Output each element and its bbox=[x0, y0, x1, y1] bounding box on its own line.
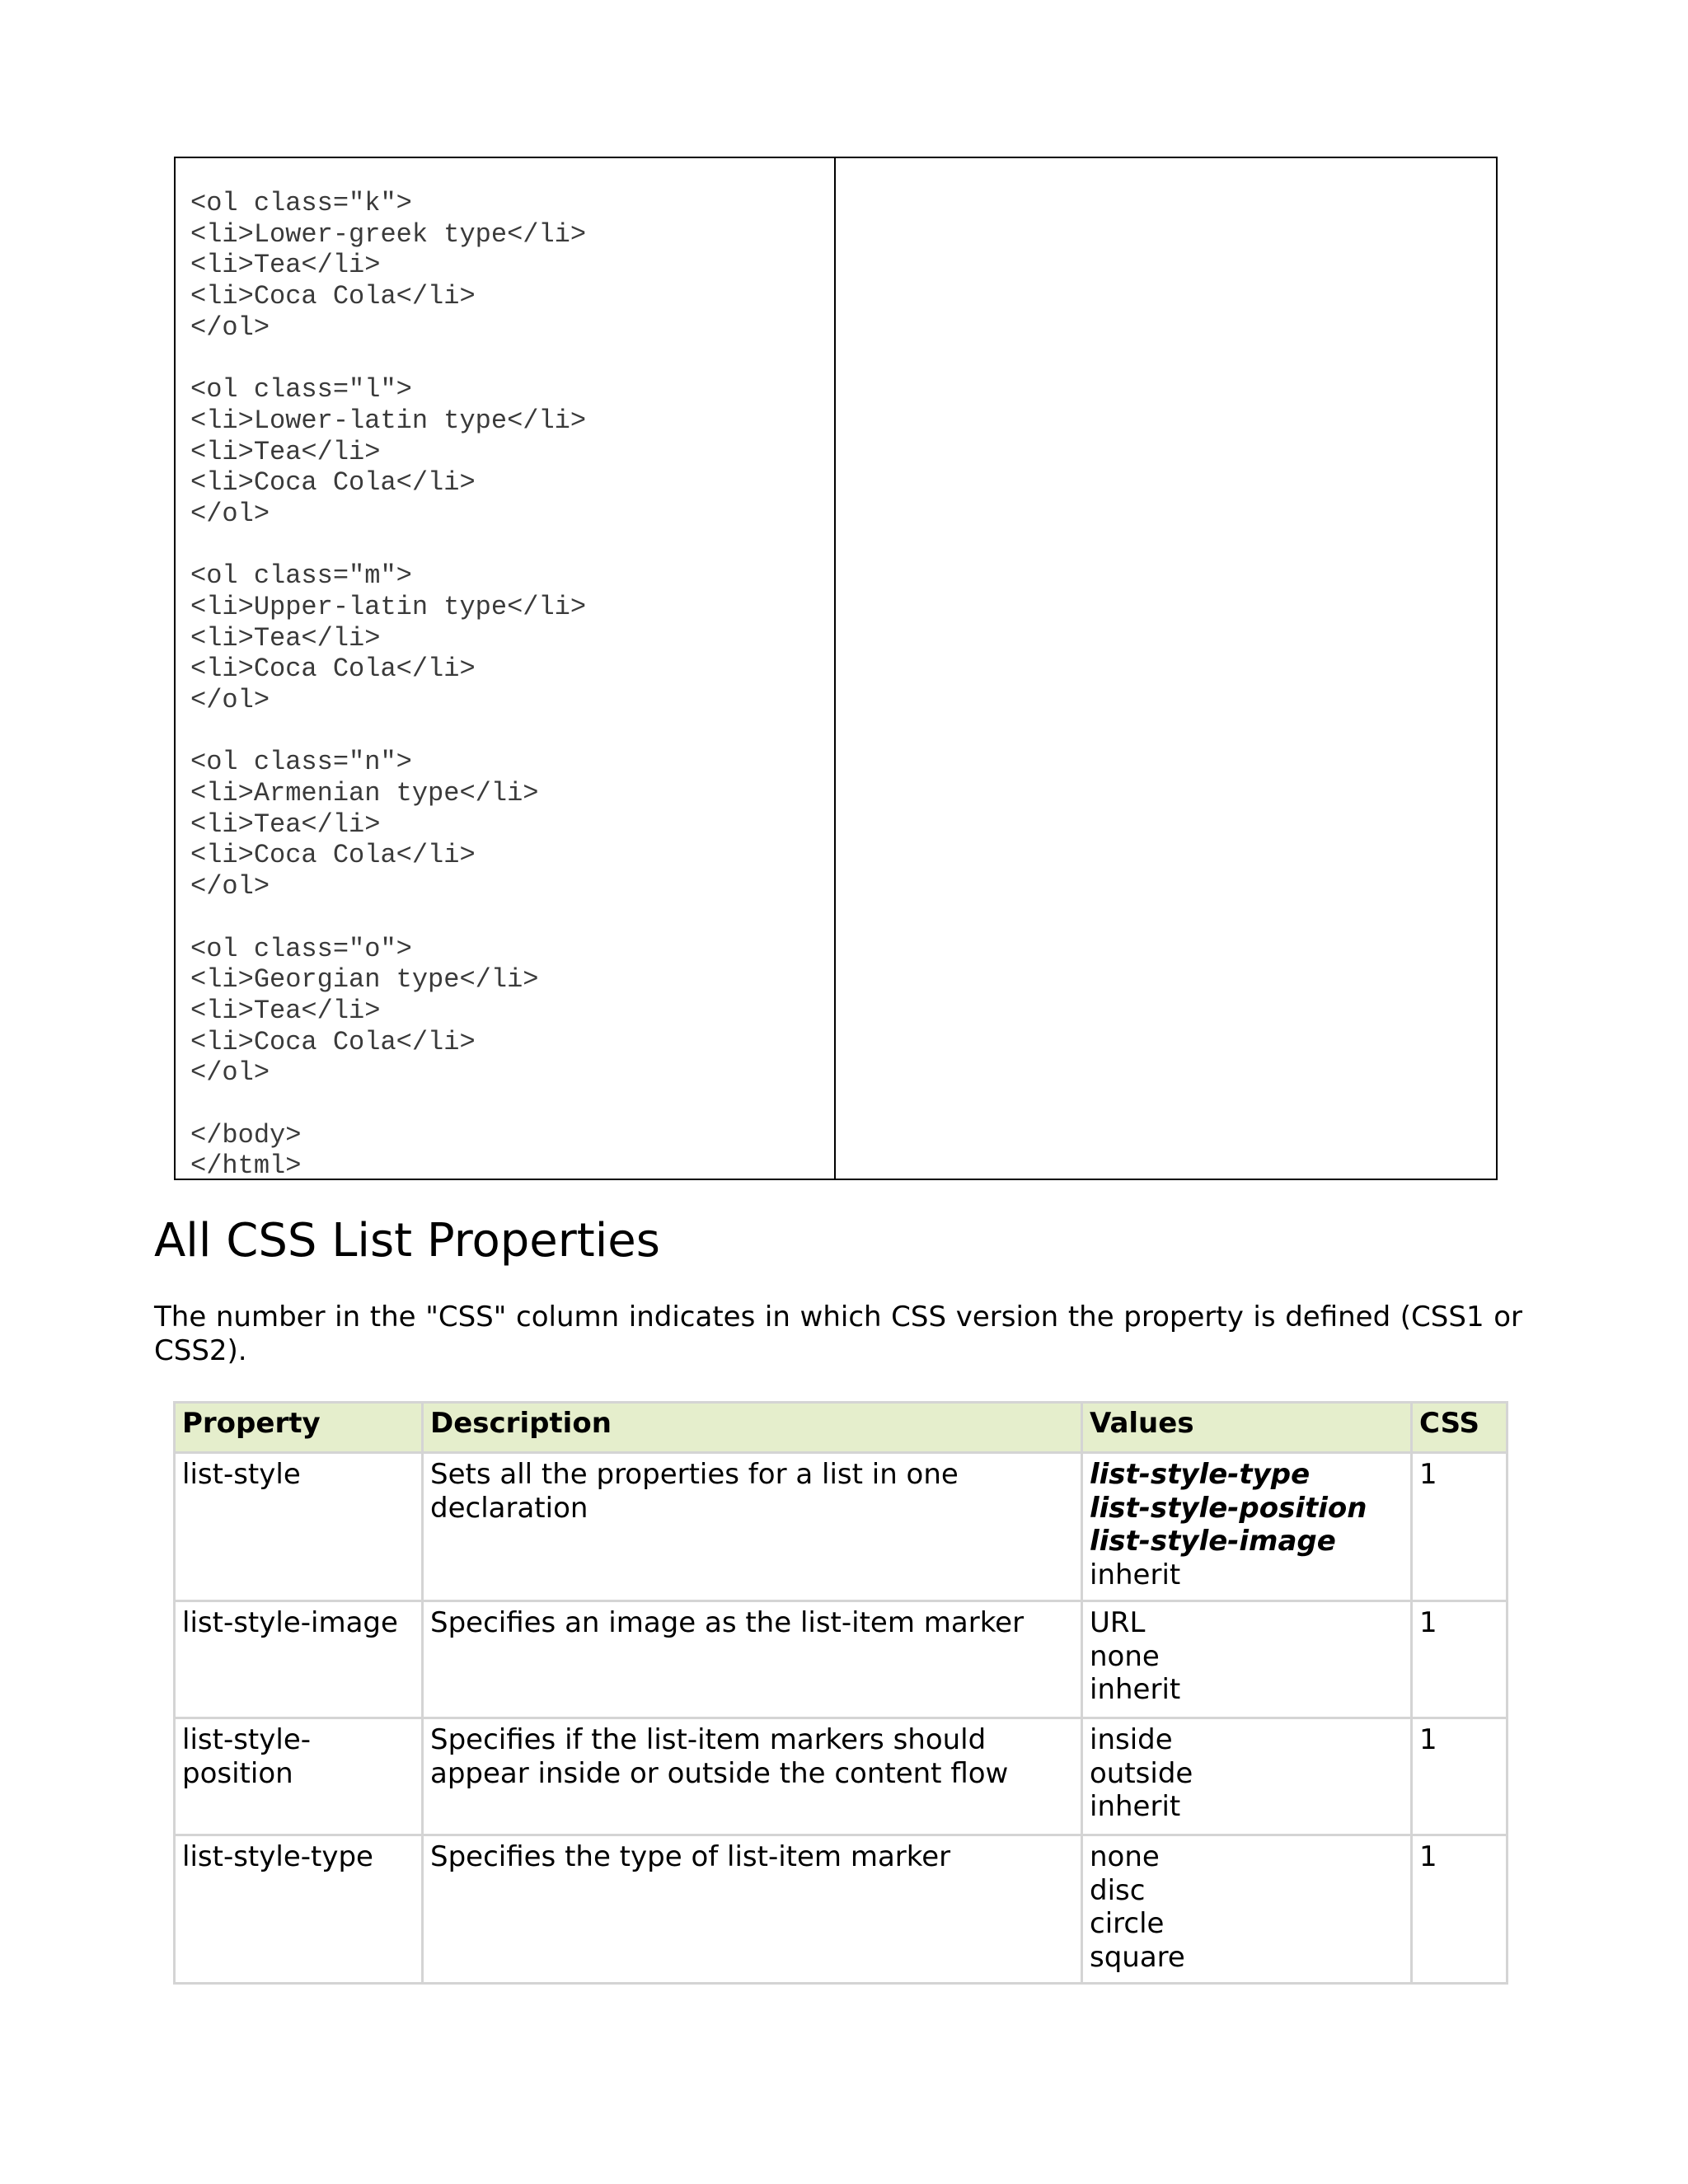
values-cell bbox=[1082, 1453, 1412, 1601]
example-box bbox=[174, 157, 1498, 1180]
css-version-cell: 1 bbox=[1412, 1718, 1507, 1835]
property-cell: list-style-position bbox=[175, 1718, 423, 1835]
header-description: Description bbox=[423, 1403, 1082, 1453]
header-css: CSS bbox=[1412, 1403, 1507, 1453]
code-line: <li>Armenian type</li> bbox=[190, 778, 539, 809]
table-row bbox=[175, 1453, 1507, 1601]
code-line bbox=[190, 902, 834, 934]
properties-table bbox=[173, 1401, 1508, 1985]
value-item: disc bbox=[1090, 1873, 1146, 1907]
property-cell: list-style-image bbox=[175, 1601, 423, 1718]
code-line: <li>Tea</li> bbox=[190, 808, 381, 840]
code-line: </ol> bbox=[190, 685, 270, 715]
code-line: <ol class="l"> bbox=[190, 374, 412, 405]
value-item: list-style-position bbox=[1090, 1491, 1367, 1525]
code-line: </ol> bbox=[190, 871, 270, 902]
value-item: inherit bbox=[1090, 1673, 1181, 1706]
header-values: Values bbox=[1082, 1403, 1412, 1453]
description-cell: Specifies an image as the list-item marker bbox=[423, 1601, 1082, 1718]
value-item: inherit bbox=[1090, 1558, 1181, 1591]
values-cell bbox=[1082, 1601, 1412, 1718]
code-line: <ol class="n"> bbox=[190, 747, 412, 778]
code-line: </ol> bbox=[190, 1057, 270, 1089]
values-cell bbox=[1082, 1835, 1412, 1984]
value-item: circle bbox=[1090, 1907, 1165, 1940]
description-cell: Specifies if the list-item markers should appear inside or outside the content flow bbox=[423, 1718, 1082, 1835]
code-line: </ol> bbox=[190, 312, 270, 343]
value-item: outside bbox=[1090, 1756, 1193, 1790]
code-line bbox=[190, 716, 834, 748]
table-row bbox=[175, 1718, 1507, 1835]
code-line bbox=[190, 343, 834, 374]
code-column bbox=[176, 158, 836, 1179]
code-line: <li>Coca Cola</li> bbox=[190, 281, 476, 312]
code-line bbox=[190, 1089, 834, 1120]
code-line: </html> bbox=[190, 1151, 302, 1179]
table-row bbox=[175, 1835, 1507, 1984]
code-line: <ol class="m"> bbox=[190, 560, 412, 592]
table-row bbox=[175, 1601, 1507, 1718]
description-cell: Specifies the type of list-item marker bbox=[423, 1835, 1082, 1984]
table-header-row bbox=[175, 1403, 1507, 1453]
code-line: <li>Tea</li> bbox=[190, 250, 381, 281]
code-line: <li>Coca Cola</li> bbox=[190, 840, 476, 871]
description-cell: Sets all the properties for a list in one declaration bbox=[423, 1453, 1082, 1601]
code-line: <li>Lower-greek type</li> bbox=[190, 218, 587, 250]
css-version-cell: 1 bbox=[1412, 1453, 1507, 1601]
code-line: <li>Coca Cola</li> bbox=[190, 1026, 476, 1057]
values-cell bbox=[1082, 1718, 1412, 1835]
value-item: inherit bbox=[1090, 1790, 1181, 1823]
code-line: <li>Lower-latin type</li> bbox=[190, 405, 587, 436]
header-property: Property bbox=[175, 1403, 423, 1453]
property-cell: list-style-type bbox=[175, 1835, 423, 1984]
code-line: <li>Coca Cola</li> bbox=[190, 654, 476, 685]
code-line: <li>Tea</li> bbox=[190, 995, 381, 1026]
value-item: none bbox=[1090, 1840, 1160, 1873]
code-line: <li>Upper-latin type</li> bbox=[190, 591, 587, 622]
value-item: square bbox=[1090, 1940, 1185, 1974]
value-item: list-style-type bbox=[1090, 1458, 1311, 1491]
code-line: <ol class="o"> bbox=[190, 933, 412, 964]
section-title: All CSS List Properties bbox=[154, 1214, 660, 1268]
value-item: none bbox=[1090, 1639, 1160, 1673]
code-line: </ol> bbox=[190, 498, 270, 529]
code-line: <li>Tea</li> bbox=[190, 622, 381, 654]
value-item: inside bbox=[1090, 1723, 1173, 1756]
value-item: URL bbox=[1090, 1606, 1146, 1639]
css-version-cell: 1 bbox=[1412, 1835, 1507, 1984]
result-column bbox=[836, 158, 1496, 1179]
code-line: <li>Georgian type</li> bbox=[190, 964, 539, 996]
intro-paragraph: The number in the "CSS" column indicates in which CSS version the property is defined (CSS1 or CSS2). bbox=[154, 1301, 1522, 1367]
value-item: list-style-image bbox=[1090, 1525, 1336, 1558]
code-line: <li>Coca Cola</li> bbox=[190, 467, 476, 499]
code-line: <li>Tea</li> bbox=[190, 436, 381, 467]
code-line: </body> bbox=[190, 1119, 302, 1151]
property-cell: list-style bbox=[175, 1453, 423, 1601]
code-line bbox=[190, 530, 834, 561]
css-version-cell: 1 bbox=[1412, 1601, 1507, 1718]
code-block bbox=[190, 188, 834, 1179]
code-line: <ol class="k"> bbox=[190, 188, 412, 218]
